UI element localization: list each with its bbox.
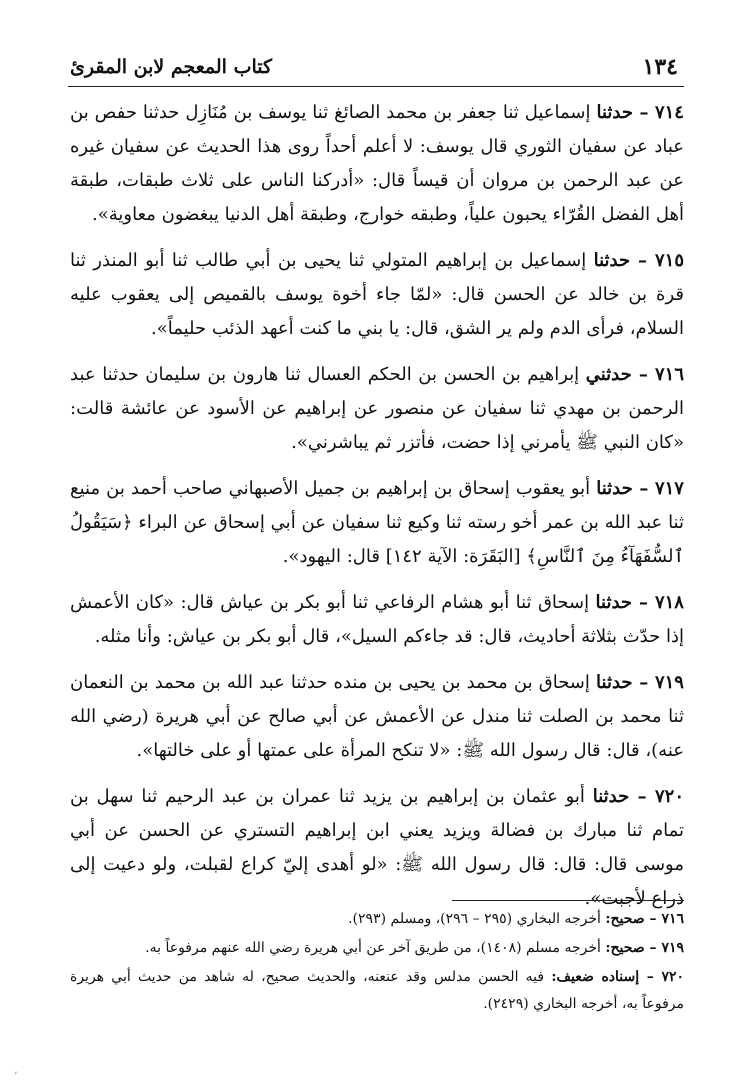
hadith-714 [70,96,684,232]
hadith-lead-word: حدثنا [596,102,633,123]
hadith-text: إسحاق بن محمد بن يحيى بن منده حدثنا عبد الله بن محمد بن النعمان ثنا محمد بن الصلت ثنا مندل عن الأعمش عن أبي صالح عن أبي هريرة (رضي الله عنه)، قال: قال رسول الله ﷺ: «لا تنكح المرأة على عمتها أو على خالتها». [70,672,684,761]
hadith-text: أبو عثمان بن إبراهيم بن يزيد ثنا عمران بن عبد الرحيم ثنا سهل بن تمام ثنا مبارك بن فضالة ويزيد يعني ابن إبراهيم التستري عن الحسن عن أبي موسى قال: قال: قال رسول الله ﷺ: «لو أهدى إليّ كراع لقبلت، ولو دعيت إلى ذراع لأجبت». [70,786,684,909]
page-scan-mark: , [14,1062,18,1076]
footnote-text: أخرجه البخاري (٢٩٥ – ٢٩٦)، ومسلم (٢٩٣). [348,911,606,927]
hadith-dash: – [629,786,655,807]
page-number: ١٣٤ [642,54,678,80]
hadith-716 [70,358,684,460]
hadith-715 [70,244,684,346]
hadith-text: إسماعيل ثنا جعفر بن محمد الصائغ ثنا يوسف بن مُنَازِل حدثنا حفص بن عباد عن سفيان الثوري قال يوسف: لا أعلم أحداً روى هذا الحديث عن سفيان غيره عن عبد الرحمن بن مروان أن قيساً قال: «أدركنا الناس على ثلاث طبقات، طبقة أهل الفضل القُرّاء يحبون علياً، وطبقه خوارج، وطبقة أهل الدنيا يبغضون معاوية». [70,102,684,225]
hadith-number: ٧١٨ [654,592,684,613]
footnote-dash: – [644,911,662,927]
hadith-718 [70,586,684,654]
hadith-dash: – [632,102,655,123]
hadith-text: إبراهيم بن الحسن بن الحكم العسال ثنا هارون بن سليمان حدثنا عبد الرحمن بن مهدي ثنا سفيان عن منصور عن إبراهيم عن الأسود عن عائشة قالت: «كان النبي ﷺ يأمرني إذا حضت، فأتزر ثم يباشرني». [70,364,684,453]
hadith-lead-word: حدثنا [592,786,630,807]
header-divider [68,86,684,87]
hadith-lead-word: حدثنا [593,250,631,271]
footnote-number: ٧٢٠ [661,969,684,985]
hadith-dash: – [632,672,655,693]
hadith-number: ٧١٦ [654,364,684,385]
footnotes [70,906,684,1020]
hadith-text: إسماعيل بن إبراهيم المتولي ثنا يحيى بن أبي طالب ثنا أبو المنذر ثنا قرة بن خالد عن الحسن قال: «لمّا جاء أخوة يوسف بالقميص إلى يعقوب عليه السلام، فرأى الدم ولم ير الشق، قال: يا بني ما كنت أعهد الذئب حليماً». [70,250,684,339]
hadith-dash: – [632,478,655,499]
footnote-number: ٧١٩ [661,940,684,956]
hadith-720 [70,780,684,916]
page-header [70,50,682,86]
hadith-text: أبو يعقوب إسحاق بن إبراهيم بن جميل الأصبهاني صاحب أحمد بن منيع ثنا عبد الله بن عمر أخو رسته ثنا وكيع ثنا سفيان عن أبي إسحاق عن البراء ﴿سَيَقُولُ ٱلسُّفَهَآءُ مِنَ ٱلنَّاسِ﴾ [البَقَرَة: الآية ١٤٢] قال: اليهود». [70,478,684,567]
hadith-dash: – [632,592,655,613]
footnote-720 [70,964,684,1018]
footnote-grade: صحيح: [605,940,645,956]
main-text [70,96,684,928]
footnote-grade: إسناده ضعيف: [551,969,640,985]
footnote-719 [70,935,684,962]
hadith-number: ٧٢٠ [654,786,684,807]
footnote-dash: – [639,969,662,985]
hadith-text: إسحاق ثنا أبو هشام الرفاعي ثنا أبو بكر بن عياش قال: «كان الأعمش إذا حدّث بثلاثة أحاديث، قال: قد جاءكم السيل»، قال أبو بكر بن عياش: وأنا مثله. [70,592,684,647]
hadith-lead-word: حدثنا [596,672,633,693]
hadith-number: ٧١٥ [654,250,684,271]
hadith-number: ٧١٤ [654,102,684,123]
footnote-number: ٧١٦ [661,911,684,927]
hadith-717 [70,472,684,574]
footnote-text: أخرجه مسلم (١٤٠٨)، من طريق آخر عن أبي هريرة رضي الله عنهم مرفوعاً به. [145,940,606,956]
hadith-lead-word: حدثنا [596,478,633,499]
hadith-dash: – [631,364,655,385]
hadith-dash: – [630,250,655,271]
footnote-text: فيه الحسن مدلس وقد عنعنه، والحديث صحيح، له شاهد من حديث أبي هريرة مرفوعاً به، أخرجه البخاري (٢٤٢٩). [70,969,684,1012]
footnote-divider [452,900,684,901]
hadith-lead-word: حدثني [585,364,632,385]
footnote-716 [70,906,684,933]
footnote-dash: – [644,940,662,956]
hadith-number: ٧١٧ [654,478,684,499]
hadith-lead-word: حدثنا [595,592,633,613]
book-title: كتاب المعجم لابن المقرئ [70,56,273,78]
hadith-number: ٧١٩ [654,672,684,693]
hadith-719 [70,666,684,768]
footnote-grade: صحيح: [605,911,645,927]
